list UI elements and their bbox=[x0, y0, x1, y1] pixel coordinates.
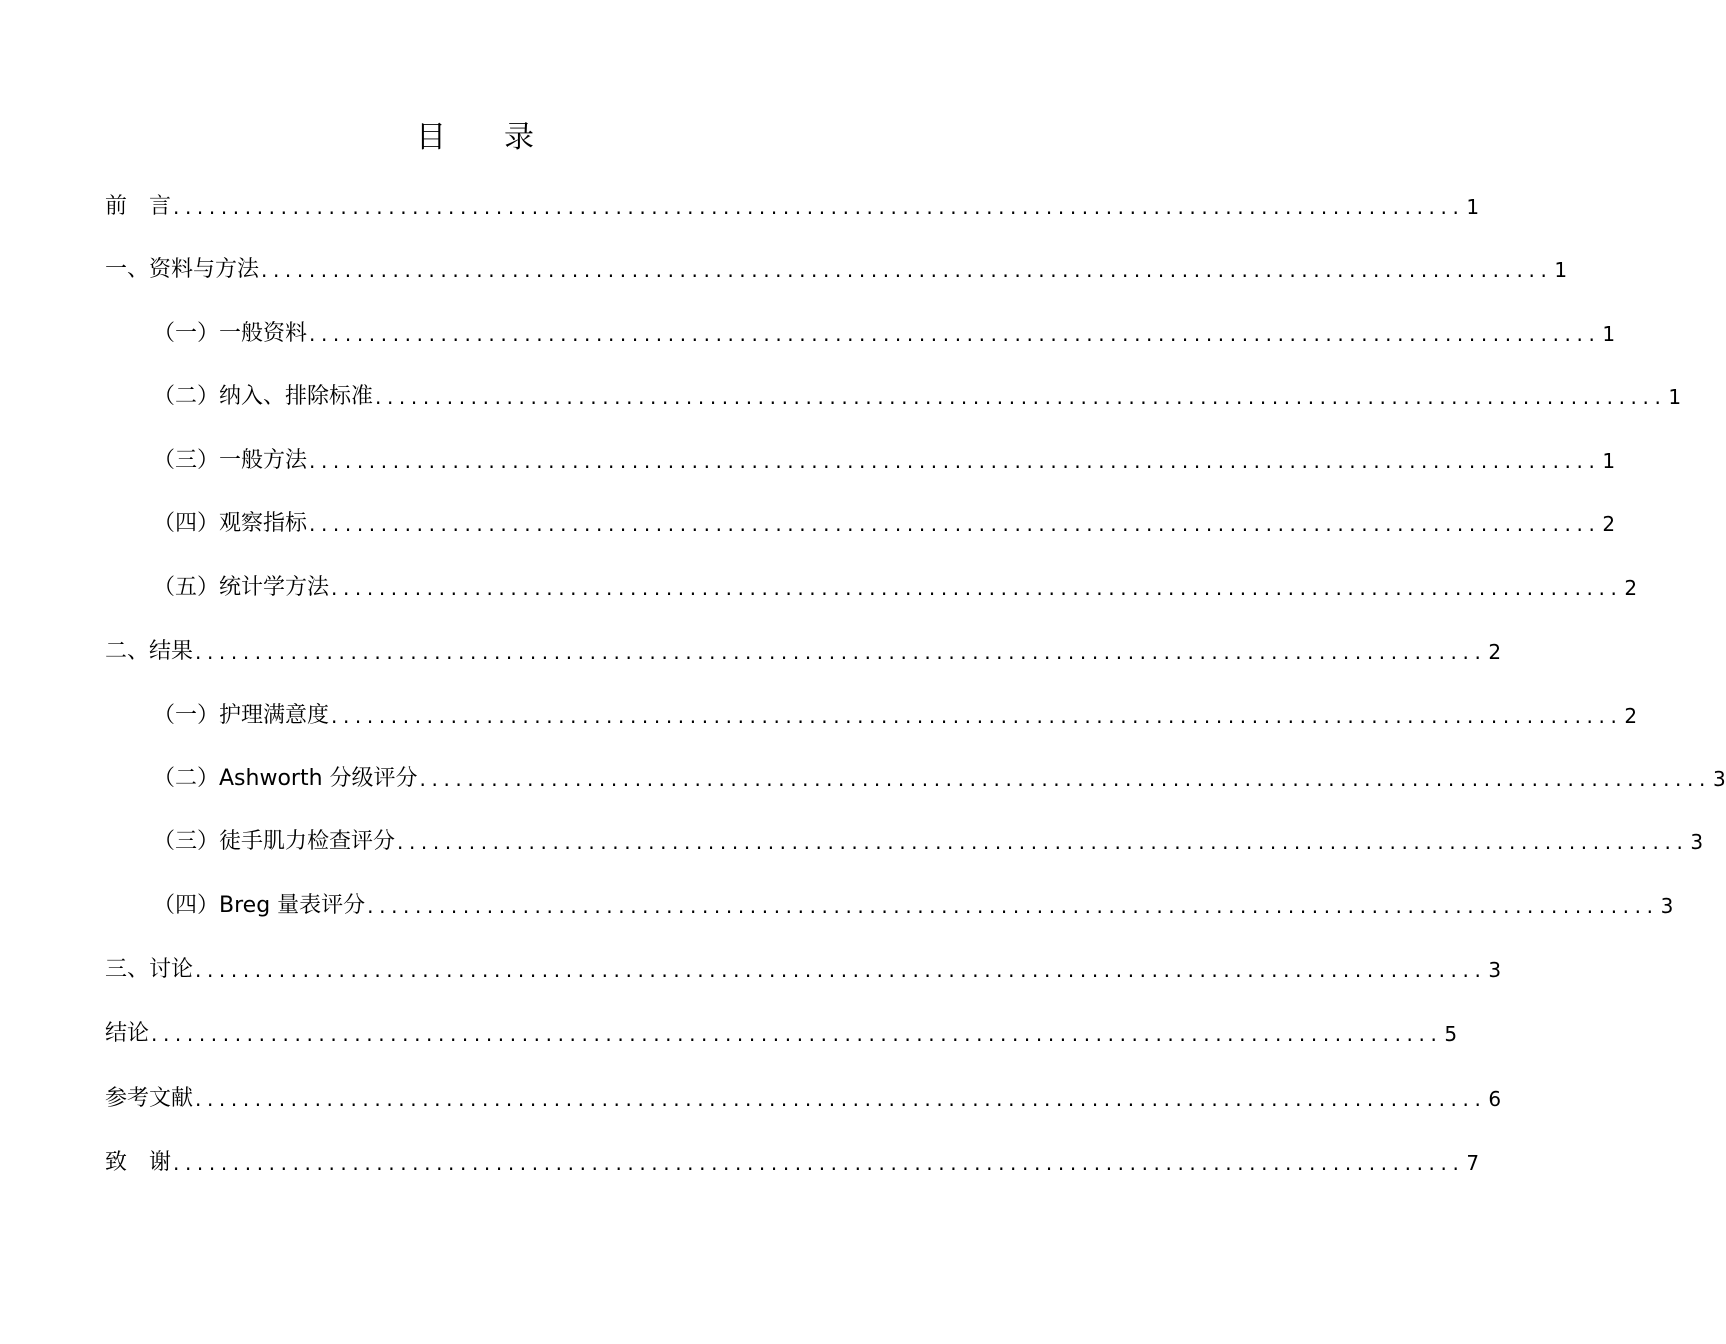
toc-entry[interactable] bbox=[105, 253, 1568, 287]
toc-entry-page: 2 bbox=[1488, 640, 1502, 664]
toc-leader-dots: ............................................................................................................ bbox=[173, 1151, 1465, 1175]
toc-leader-dots: ............................................................................................................ bbox=[331, 576, 1623, 600]
toc-leader-dots: ............................................................................................................ bbox=[151, 1022, 1443, 1046]
toc-entry-label: 致 谢 bbox=[105, 1150, 172, 1175]
toc-entry-page: 5 bbox=[1444, 1022, 1458, 1046]
toc-entry-label: 前 言 bbox=[105, 194, 172, 219]
toc-entry[interactable] bbox=[153, 825, 1704, 859]
toc-entry-label: （一）护理满意度 bbox=[153, 703, 330, 728]
toc-entry[interactable] bbox=[153, 317, 1616, 351]
toc-entry-page: 1 bbox=[1554, 258, 1568, 282]
toc-entry[interactable] bbox=[153, 699, 1638, 733]
toc-entry-page: 1 bbox=[1466, 195, 1480, 219]
toc-leader-dots: ............................................................................................................ bbox=[309, 449, 1601, 473]
toc-entry-page: 1 bbox=[1602, 322, 1616, 346]
toc-leader-dots: ............................................................................................................ bbox=[367, 894, 1659, 918]
toc-leader-dots: ............................................................................................................ bbox=[331, 704, 1623, 728]
toc-entry[interactable] bbox=[105, 953, 1502, 987]
toc-entry-page: 1 bbox=[1602, 449, 1616, 473]
toc-entry-label: （四）Breg 量表评分 bbox=[153, 893, 366, 918]
toc-entry-label: 二、结果 bbox=[105, 639, 194, 664]
toc-entry-page: 2 bbox=[1624, 576, 1638, 600]
toc-entry-page: 3 bbox=[1660, 894, 1674, 918]
toc-leader-dots: ............................................................................................................ bbox=[309, 322, 1601, 346]
toc-leader-dots: ............................................................................................................ bbox=[261, 258, 1553, 282]
toc-leader-dots: ............................................................................................................ bbox=[195, 1087, 1487, 1111]
toc-entry-page: 3 bbox=[1488, 958, 1502, 982]
toc-leader-dots: ............................................................................................................ bbox=[419, 767, 1711, 791]
toc-entry-label: （五）统计学方法 bbox=[153, 575, 330, 600]
toc-entry-label: （三）一般方法 bbox=[153, 448, 308, 473]
toc-leader-dots: ............................................................................................................ bbox=[195, 640, 1487, 664]
toc-leader-dots: ............................................................................................................ bbox=[375, 385, 1667, 409]
toc-entry-page: 2 bbox=[1602, 512, 1616, 536]
toc-leader-dots: ............................................................................................................ bbox=[173, 195, 1465, 219]
toc-entry-page: 1 bbox=[1668, 385, 1682, 409]
toc-entry-label: （四）观察指标 bbox=[153, 511, 308, 536]
toc-entry-page: 2 bbox=[1624, 704, 1638, 728]
toc-leader-dots: ............................................................................................................ bbox=[397, 830, 1689, 854]
toc-entry-page: 6 bbox=[1488, 1087, 1502, 1111]
toc-entry[interactable] bbox=[153, 571, 1638, 605]
toc-entry-label: （三）徒手肌力检查评分 bbox=[153, 829, 396, 854]
toc-entry[interactable] bbox=[105, 1017, 1458, 1051]
toc-title-part1: 目 bbox=[416, 120, 446, 155]
toc-entry[interactable] bbox=[153, 507, 1616, 541]
toc-entry-label: 一、资料与方法 bbox=[105, 257, 260, 282]
toc-entry-label: （二）纳入、排除标准 bbox=[153, 384, 374, 409]
toc-entry[interactable] bbox=[105, 1082, 1502, 1116]
toc-entry[interactable] bbox=[153, 762, 1726, 796]
toc-entry[interactable] bbox=[153, 889, 1674, 923]
toc-entry[interactable] bbox=[153, 380, 1682, 414]
toc-entry[interactable] bbox=[105, 635, 1502, 669]
toc-entry-label: 三、讨论 bbox=[105, 957, 194, 982]
toc-entry-label: （二）Ashworth 分级评分 bbox=[153, 766, 418, 791]
toc-title-part2: 录 bbox=[504, 120, 534, 155]
toc-entry-page: 3 bbox=[1690, 830, 1704, 854]
toc-entry[interactable] bbox=[105, 1146, 1480, 1180]
toc-entry-label: 结论 bbox=[105, 1021, 150, 1046]
toc-leader-dots: ............................................................................................................ bbox=[309, 512, 1601, 536]
toc-entry[interactable] bbox=[153, 444, 1616, 478]
toc-leader-dots: ............................................................................................................ bbox=[195, 958, 1487, 982]
toc-entry-label: （一）一般资料 bbox=[153, 321, 308, 346]
toc-entry-page: 3 bbox=[1712, 767, 1726, 791]
toc-entry-label: 参考文献 bbox=[105, 1086, 194, 1111]
toc-entry[interactable] bbox=[105, 190, 1480, 224]
toc-entry-page: 7 bbox=[1466, 1151, 1480, 1175]
